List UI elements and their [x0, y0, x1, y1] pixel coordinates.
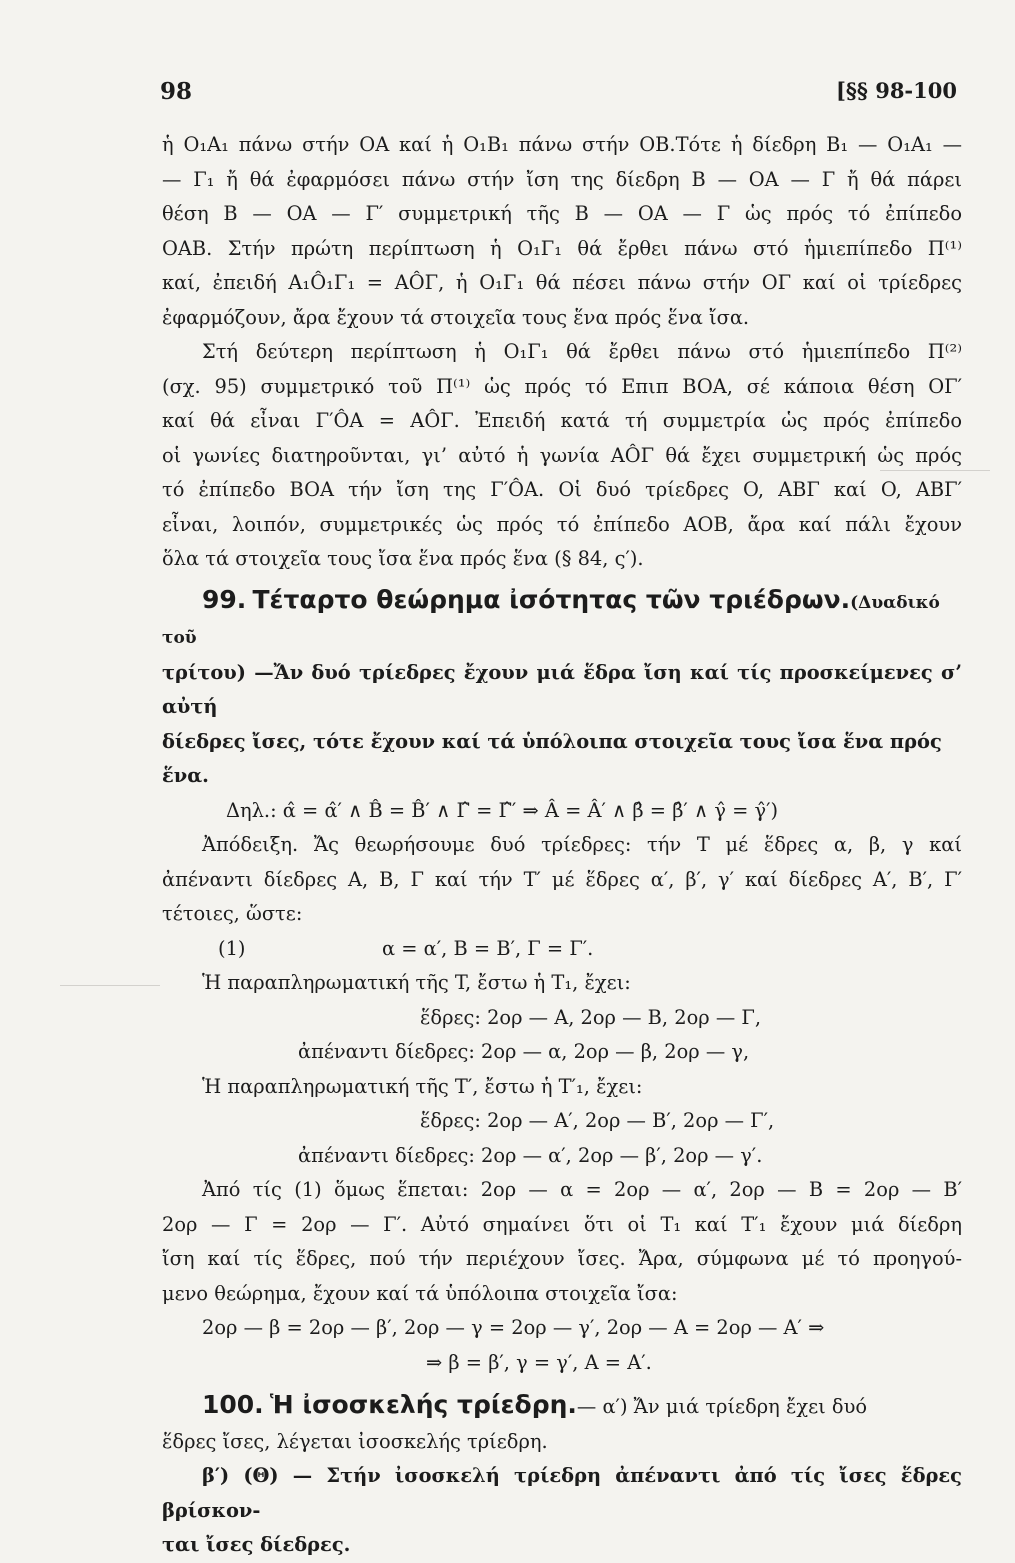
supplementary-2-dihedra: ἀπέναντι δίεδρες: 2ορ — α′, 2ορ — β′, 2ορ — γ′. [298, 1143, 763, 1167]
text-line: καί θά εἶναι Γ′ÔA = AÔΓ. Ἐπειδή κατά τή συμμετρία ὡς πρός ἐπίπεδο [162, 409, 962, 432]
section-99-statement: τρίτου) —Ἄν δυό τρίεδρες ἔχουν μιά ἕδρα ἴση καί τίς προσκείμενες σ’ αὐτή [162, 660, 962, 718]
text-line: — Γ₁ ἤ θά ἐφαρμόσει πάνω στήν ἴση της δίεδρη B — OA — Γ ἤ θά πάρει [162, 167, 962, 191]
section-100-definition-cont: ἕδρες ἴσες, λέγεται ἰσοσκελής τρίεδρη. [162, 1429, 548, 1453]
section-100-number: 100. [202, 1390, 264, 1419]
text-line: Στή δεύτερη περίπτωση ἡ O₁Γ₁ θά ἔρθει πάνω στό ἡμιεπίπεδο Π⁽²⁾ [202, 340, 962, 363]
text-line: (σχ. 95) συμμετρικό τοῦ Π⁽¹⁾ ὡς πρός τό Επιπ BOA, σέ κάποια θέση OΓ′ [162, 374, 962, 398]
conclusion-line: Ἀπό τίς (1) ὅμως ἕπεται: 2ορ — α = 2ορ — α′, 2ορ — B = 2ορ — B′ [202, 1178, 962, 1201]
page-body [162, 128, 962, 1563]
bleed-through-mark [60, 985, 160, 986]
text-line: τό ἐπίπεδο BOA τήν ἴση της Γ′ÔA. Οἱ δυό τρίεδρες O, ABΓ καί O, ABΓ′ [162, 478, 962, 501]
proof-line: ἀπέναντι δίεδρες A, B, Γ καί τήν T′ μέ ἕδρες α′, β′, γ′ καί δίεδρες A′, B′, Γ′ [162, 867, 962, 891]
supplementary-1-dihedra: ἀπέναντι δίεδρες: 2ορ — α, 2ορ — β, 2ορ — γ, [298, 1040, 750, 1063]
section-100-title: Ἡ ἰσοσκελής τρίεδρη. [269, 1390, 577, 1419]
supplementary-2-intro: Ἡ παραπληρωματική τῆς T′, ἔστω ἡ T′₁, ἔχει: [202, 1074, 643, 1098]
condition-line [162, 932, 962, 967]
condition-label: (1) [218, 936, 246, 960]
page-header [160, 78, 957, 108]
conclusion-line: μενο θεώρημα, ἔχουν καί τά ὑπόλοιπα στοιχεῖα ἴσα: [162, 1281, 678, 1305]
text-line: ἐφαρμόζουν, ἄρα ἔχουν τά στοιχεῖα τους ἕνα πρός ἕνα ἴσα. [162, 305, 750, 329]
section-100-theorem: β′) (Θ) — Στήν ἰσοσκελή τρίεδρη ἀπέναντι ἀπό τίς ἴσες ἕδρες βρίσκον- [162, 1464, 962, 1522]
section-100-heading [162, 1388, 962, 1425]
conclusion-line: ἴση καί τίς ἕδρες, πού τήν περιέχουν ἴσες. Ἄρα, σύμφωνα μέ τό προηγού- [162, 1247, 962, 1270]
text-line: OAB. Στήν πρώτη περίπτωση ἡ O₁Γ₁ θά ἔρθει πάνω στό ἡμιεπίπεδο Π⁽¹⁾ [162, 236, 962, 260]
final-formula: 2ορ — β = 2ορ — β′, 2ορ — γ = 2ορ — γ′, 2ορ — A = 2ορ — A′ ⇒ [202, 1316, 825, 1339]
section-reference: [§§ 98-100 [836, 78, 957, 103]
section-99-number: 99. [202, 584, 247, 614]
section-99-heading [162, 583, 962, 656]
text-line: εἶναι, λοιπόν, συμμετρικές ὡς πρός τό ἐπίπεδο AOB, ἄρα καί πάλι ἔχουν [162, 512, 962, 536]
proof-line: Ἀπόδειξη. Ἄς θεωρήσουμε δυό τρίεδρες: τήν T μέ ἕδρες α, β, γ καί [202, 833, 962, 856]
text-line: οἱ γωνίες διατηροῦνται, γι’ αὐτό ἡ γωνία AÔΓ θά ἔχει συμμετρική ὡς πρός [162, 443, 962, 467]
proof-line: τέτοιες, ὥστε: [162, 902, 303, 925]
conclusion-line: 2ορ — Γ = 2ορ — Γ′. Αὐτό σημαίνει ὅτι οἱ T₁ καί T′₁ ἔχουν μιά δίεδρη [162, 1212, 962, 1236]
supplementary-1-intro: Ἡ παραπληρωματική τῆς T, ἔστω ἡ T₁, ἔχει: [202, 971, 631, 994]
text-line: καί, ἐπειδή A₁Ô₁Γ₁ = AÔΓ, ἡ O₁Γ₁ θά πέσει πάνω στήν OΓ καί οἱ τρίεδρες [162, 271, 962, 294]
text-line: ἡ O₁A₁ πάνω στήν OA καί ἡ O₁B₁ πάνω στήν OB.Τότε ἡ δίεδρη B₁ — O₁A₁ — [162, 133, 962, 156]
bleed-through-mark [880, 470, 990, 471]
text-line: ὅλα τά στοιχεῖα τους ἴσα ἕνα πρός ἕνα (§ 84, ς′). [162, 547, 644, 570]
text-line: θέση B — OA — Γ′ συμμετρική τῆς B — OA — Γ ὡς πρός τό ἐπίπεδο [162, 202, 962, 225]
supplementary-1-faces: ἕδρες: 2ορ — A, 2ορ — B, 2ορ — Γ, [420, 1005, 761, 1029]
final-formula-result: ⇒ β = β′, γ = γ′, A = A′. [426, 1350, 652, 1374]
supplementary-2-faces: ἕδρες: 2ορ — A′, 2ορ — B′, 2ορ — Γ′, [420, 1109, 775, 1132]
condition-formula: α = α′, B = B′, Γ = Γ′. [382, 936, 594, 960]
section-100-theorem: ται ἴσες δίεδρες. [162, 1533, 351, 1556]
section-99-statement: δίεδρες ἴσες, τότε ἔχουν καί τά ὑπόλοιπα στοιχεῖα τους ἴσα ἕνα πρός ἕνα. [162, 729, 942, 787]
section-99-title: Τέταρτο θεώρημα ἰσότητας τῶν τριέδρων. [252, 584, 851, 614]
section-100-definition: — α′) Ἄν μιά τρίεδρη ἔχει δυό [576, 1395, 868, 1418]
given-formula: Δηλ.: α̂ = α̂′ ∧ B̂ = B̂′ ∧ Γ̂ = Γ̂′ ⇒ Â = Â′ ∧ β̂ = β̂′ ∧ γ̂ = γ̂′) [226, 798, 779, 822]
section-99-dual-note: (Δυαδικό τοῦ [162, 592, 940, 648]
page-number: 98 [160, 78, 193, 105]
